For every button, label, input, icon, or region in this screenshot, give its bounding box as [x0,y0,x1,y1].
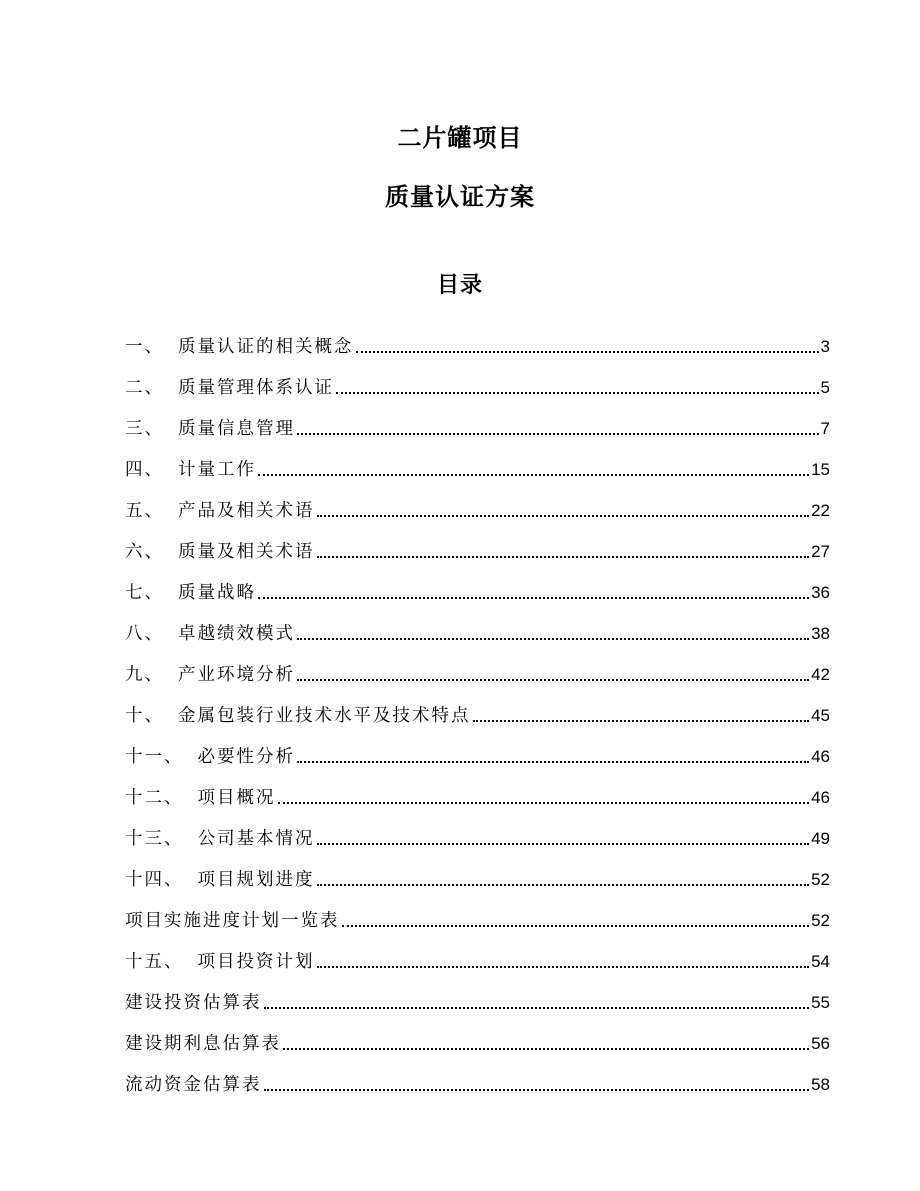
toc-entry-text: 产业环境分析 [178,665,295,685]
toc-entry-number: 八、 [125,624,164,644]
toc-page-number: 52 [811,911,830,930]
toc-leader-dots [317,515,810,517]
toc-entry-label [125,906,340,936]
toc-page-number: 15 [811,460,830,479]
toc-entry-label [125,414,295,444]
toc-page-number: 56 [811,1034,830,1053]
toc-entry-text: 项目投资计划 [197,952,315,972]
toc-entry-number: 九、 [125,665,164,685]
toc-entry-number: 六、 [125,542,164,562]
toc-entry-label [125,1070,262,1100]
toc-leader-dots [336,392,819,394]
document-subtitle: 质量认证方案 [385,183,535,211]
toc-entry-label [125,742,295,772]
toc-entry-text: 建设投资估算表 [125,993,262,1013]
toc-page-number: 5 [820,378,830,397]
toc-entry-label [125,660,295,690]
toc-entry-label [125,455,256,485]
toc-entry-text: 质量信息管理 [178,419,295,439]
toc-entry-label [125,783,276,813]
table-of-contents [125,321,830,1100]
toc-leader-dots [317,556,810,558]
toc-entry-label [125,537,315,567]
toc-entry-text: 卓越绩效模式 [178,624,295,644]
toc-entry-number: 十五、 [125,952,184,972]
toc-leader-dots [473,720,810,722]
toc-entry-2[interactable] [125,362,830,403]
toc-entry-text: 项目实施进度计划一览表 [125,911,340,931]
toc-leader-dots [297,433,819,435]
toc-entry-label [125,865,315,895]
toc-entry-text: 建设期利息估算表 [125,1034,281,1054]
toc-entry-13[interactable] [125,813,830,854]
toc-leader-dots [317,843,810,845]
toc-entry-5[interactable] [125,485,830,526]
toc-page-number: 7 [820,419,830,438]
toc-leader-dots [283,1048,809,1050]
toc-page-number: 58 [811,1075,830,1094]
toc-entry-8[interactable] [125,608,830,649]
toc-heading: 目录 [436,273,483,298]
document-title: 二片罐项目 [397,124,523,152]
toc-entry-text: 质量及相关术语 [178,542,315,562]
toc-entry-16[interactable] [125,936,830,977]
toc-entry-label [125,496,315,526]
toc-entry-18[interactable] [125,1018,830,1059]
toc-entry-number: 十一、 [125,747,184,767]
toc-leader-dots [342,925,810,927]
toc-leader-dots [258,597,809,599]
toc-page-number: 52 [811,870,830,889]
toc-entry-10[interactable] [125,690,830,731]
toc-entry-number: 五、 [125,501,164,521]
toc-leader-dots [356,351,819,353]
toc-entry-number: 二、 [125,378,164,398]
toc-entry-label [125,332,354,362]
toc-entry-9[interactable] [125,649,830,690]
toc-leader-dots [264,1007,810,1009]
toc-entry-text: 项目规划进度 [197,870,315,890]
toc-page-number: 54 [811,952,830,971]
toc-entry-label [125,947,315,977]
toc-entry-19[interactable] [125,1059,830,1100]
toc-page-number: 22 [811,501,830,520]
toc-entry-1[interactable] [125,321,830,362]
toc-entry-text: 产品及相关术语 [178,501,315,521]
toc-entry-12[interactable] [125,772,830,813]
toc-entry-label [125,1029,281,1059]
toc-page-number: 27 [811,542,830,561]
toc-page-number: 46 [811,788,830,807]
toc-page-number: 36 [811,583,830,602]
toc-entry-label [125,619,295,649]
toc-page-number: 46 [811,747,830,766]
toc-entry-6[interactable] [125,526,830,567]
toc-entry-label [125,373,334,403]
toc-entry-17[interactable] [125,977,830,1018]
toc-entry-text: 质量战略 [178,583,256,603]
toc-entry-text: 流动资金估算表 [125,1075,262,1095]
toc-leader-dots [264,1089,810,1091]
toc-entry-number: 一、 [125,337,164,357]
toc-entry-text: 质量认证的相关概念 [178,337,354,357]
toc-page-number: 3 [820,337,830,356]
toc-entry-number: 三、 [125,419,164,439]
toc-entry-text: 必要性分析 [197,747,295,767]
toc-leader-dots [317,966,810,968]
toc-leader-dots [297,638,809,640]
toc-entry-number: 七、 [125,583,164,603]
toc-entry-text: 公司基本情况 [197,829,315,849]
toc-entry-4[interactable] [125,444,830,485]
toc-entry-7[interactable] [125,567,830,608]
toc-entry-3[interactable] [125,403,830,444]
toc-entry-text: 项目概况 [197,788,276,808]
toc-leader-dots [278,802,810,804]
toc-entry-number: 四、 [125,460,164,480]
toc-entry-14[interactable] [125,854,830,895]
toc-entry-label [125,578,256,608]
toc-entry-text: 质量管理体系认证 [178,378,334,398]
toc-leader-dots [297,761,809,763]
toc-entry-number: 十二、 [125,788,184,808]
toc-entry-number: 十三、 [125,829,184,849]
toc-page-number: 49 [811,829,830,848]
toc-leader-dots [317,884,810,886]
toc-leader-dots [297,679,809,681]
toc-entry-label [125,701,471,731]
toc-entry-label [125,824,315,854]
toc-page-number: 45 [811,706,830,725]
toc-page-number: 55 [811,993,830,1012]
toc-entry-label [125,988,262,1018]
toc-entry-number: 十、 [125,706,164,726]
toc-entry-text: 计量工作 [178,460,256,480]
toc-entry-11[interactable] [125,731,830,772]
toc-page-number: 42 [811,665,830,684]
toc-entry-text: 金属包装行业技术水平及技术特点 [178,706,471,726]
toc-entry-15[interactable] [125,895,830,936]
toc-entry-number: 十四、 [125,870,184,890]
toc-leader-dots [258,474,809,476]
toc-page-number: 38 [811,624,830,643]
